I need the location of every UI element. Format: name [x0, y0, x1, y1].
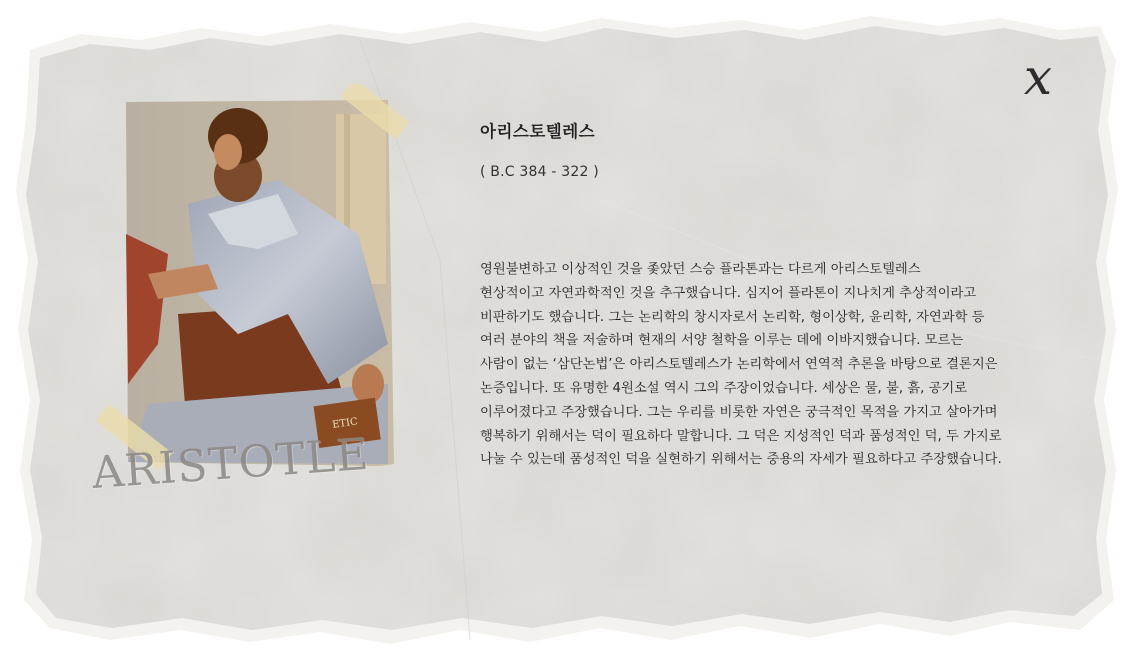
- bio-line: 논증입니다. 또 유명한 4원소설 역시 그의 주장이었습니다. 세상은 물, 불, 흙, 공기로: [480, 380, 968, 396]
- bio-line: 행복하기 위해서는 덕이 필요하다 말합니다. 그 덕은 지성적인 덕과 품성적인 덕, 두 가지로: [480, 428, 1002, 444]
- philosopher-years: ( B.C 384 - 322 ): [480, 164, 599, 180]
- book-label: ETIC: [331, 416, 359, 431]
- bio-line: 비판하기도 했습니다. 그는 논리학의 창시자로서 논리학, 형이상학, 윤리학, 자연과학 등: [480, 309, 985, 325]
- bio-line: 이루어졌다고 주장했습니다. 그는 우리를 비롯한 자연은 궁극적인 목적을 가지고 살아가며: [480, 404, 998, 420]
- bio-line: 사람이 없는 ‘삼단논법’은 아리스토텔레스가 논리학에서 연역적 추론을 바탕으로 결론지은: [480, 357, 998, 373]
- close-button[interactable]: x: [1023, 48, 1053, 106]
- bio-line: 여러 분야의 책을 저술하며 현재의 서양 철학을 이루는 데에 이바지했습니다. 모르는: [480, 333, 964, 349]
- biography-text: [480, 258, 1080, 472]
- bio-line: 현상적이고 자연과학적인 것을 추구했습니다. 심지어 플라톤이 지나치게 추상적이라고: [480, 285, 977, 301]
- portrait-caption: ARISTOTLE: [90, 428, 371, 499]
- bio-line: 영원불변하고 이상적인 것을 좇았던 스승 플라톤과는 다르게 아리스토텔레스: [480, 262, 921, 277]
- bio-line: 나눌 수 있는데 품성적인 덕을 실현하기 위해서는 중용의 자세가 필요하다고 주장했습니다.: [480, 452, 1002, 468]
- philosopher-name: 아리스토텔레스: [480, 122, 596, 141]
- info-header: [480, 118, 1060, 180]
